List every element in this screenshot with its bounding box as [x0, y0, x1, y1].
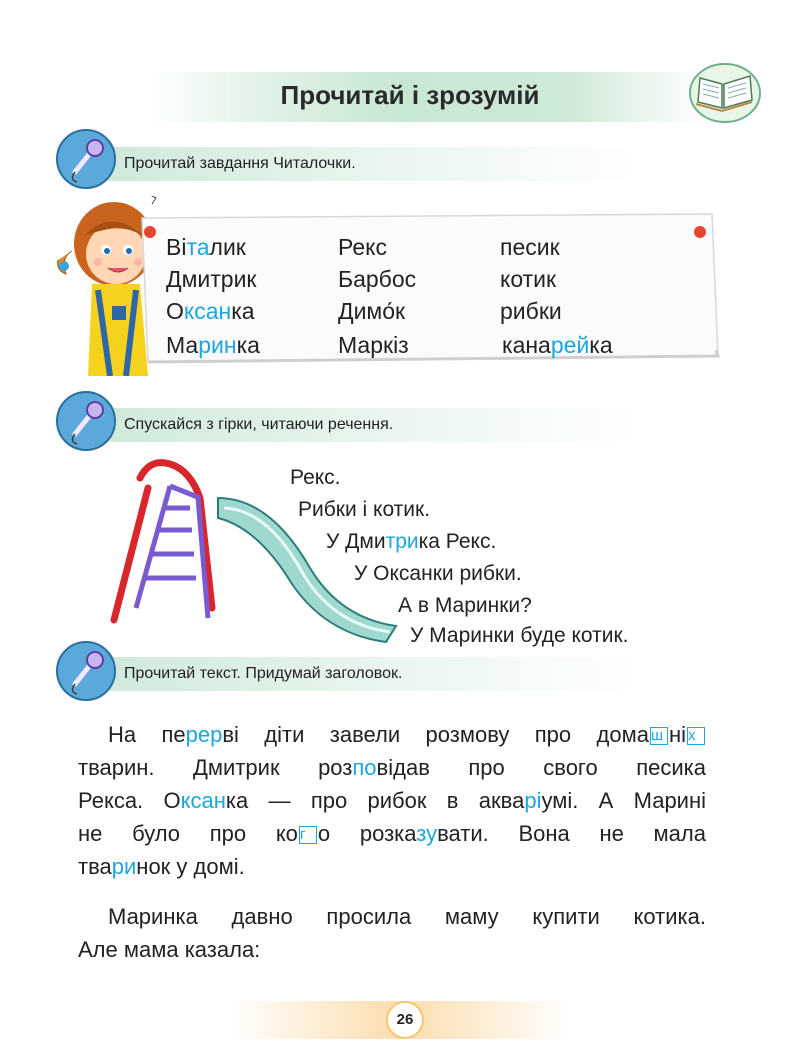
animal-rybky: рибки — [500, 298, 562, 324]
story-line: Але мама казала: — [78, 937, 261, 962]
name-marynka: Маринка — [166, 332, 260, 358]
story-line: тварин. Дмитрик розповідав про свого песика — [78, 755, 706, 780]
microphone-icon — [55, 390, 117, 452]
story-line: не було про ко г о розказувати. Вона не мала — [78, 821, 706, 846]
microphone-icon — [55, 640, 117, 702]
slide-sentence-6: У Маринки буде котик. — [410, 624, 629, 647]
story-paragraph-1 — [78, 718, 706, 883]
animal-kanareika: канарейка — [502, 332, 613, 358]
name-oksanka: Оксанка — [166, 298, 255, 324]
name-vitalyk: Віталик — [166, 234, 246, 260]
pet-name-dymok: Димо́к — [338, 298, 406, 324]
task-instruction-1: Прочитай завдання Читалочки. — [124, 155, 356, 172]
open-book-icon — [688, 62, 762, 124]
story-line: На перерві діти завели розмову про дома ш ні х — [78, 718, 706, 751]
page-number: 26 — [386, 1001, 424, 1039]
animal-kotyk: котик — [500, 266, 557, 292]
pet-name-barbos: Барбос — [338, 266, 417, 292]
task-instruction-3: Прочитай текст. Придумай заголовок. — [124, 665, 403, 682]
slide-sentence-1: Рекс. — [290, 466, 341, 489]
task-instruction-2: Спускайся з гірки, читаючи речення. — [124, 416, 394, 433]
story-line: Рекса. Оксанка — про рибок в акваріумі. А Марині — [78, 788, 707, 813]
animal-pesyk: песик — [500, 234, 560, 260]
pet-name-markiz: Маркіз — [338, 332, 409, 358]
story-line: Маринка давно просила маму купити котика. — [108, 904, 706, 929]
page-title: Прочитай і зрозумій — [280, 80, 540, 110]
slide-sentence-3: У Дмитрика Рекс. — [326, 530, 497, 553]
name-dmytryk: Дмитрик — [166, 266, 257, 292]
slide-sentence-4: У Оксанки рибки. — [354, 562, 522, 585]
pet-name-reks: Рекс — [338, 234, 387, 260]
microphone-icon — [55, 128, 117, 190]
story-paragraph-2 — [78, 900, 706, 966]
slide-sentence-2: Рибки і котик. — [298, 498, 431, 521]
slide-sentence-5: А в Маринки? — [398, 594, 532, 617]
story-line: тваринок у домі. — [78, 854, 245, 879]
